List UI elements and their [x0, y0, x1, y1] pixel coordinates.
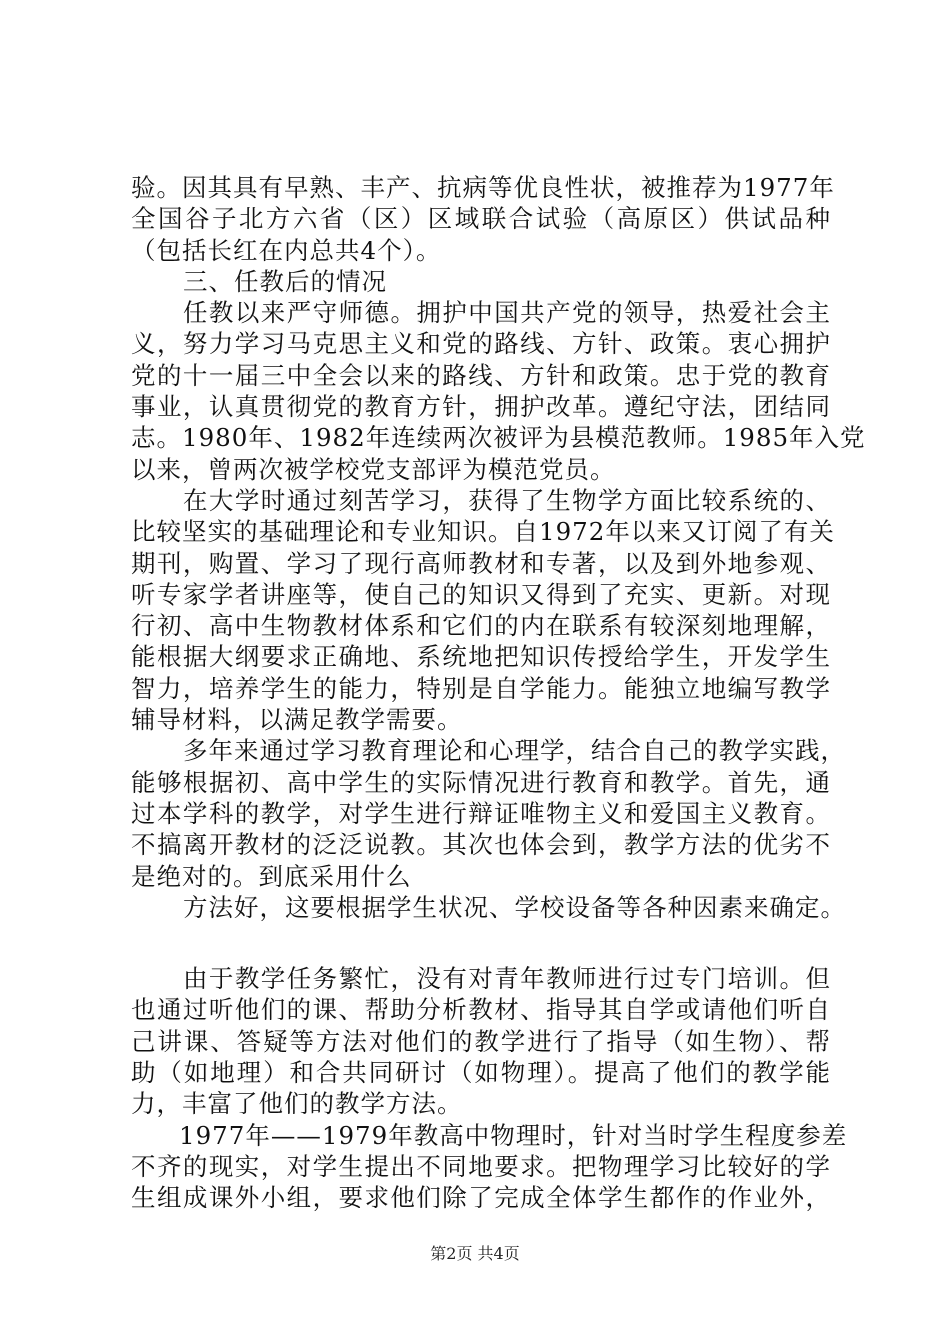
- page-number: 第2页 共4页: [430, 1244, 520, 1263]
- text-line: 事业，认真贯彻党的教育方针，拥护改革。遵纪守法，团结同: [131, 392, 831, 422]
- text-line: 行初、高中生物教材体系和它们的内在联系有较深刻地理解，: [131, 611, 831, 641]
- section-heading: 三、任教后的情况: [183, 266, 387, 296]
- text-line: 能够根据初、高中学生的实际情况进行教育和教学。首先，通: [131, 767, 831, 797]
- paragraph-gap: [131, 923, 831, 963]
- text-line: 辅导材料，以满足教学需要。: [131, 705, 463, 735]
- text-line: 也通过听他们的课、帮助分析教材、指导其自学或请他们听自: [131, 995, 831, 1025]
- text-line: 过本学科的教学，对学生进行辩证唯物主义和爱国主义教育。: [131, 798, 831, 828]
- text-line: 志。1980年、1982年连续两次被评为县模范教师。1985年入党: [131, 423, 866, 453]
- text-line: 不搞离开教材的泛泛说教。其次也体会到，教学方法的优劣不: [131, 830, 831, 860]
- text-line: 不齐的现实，对学生提出不同地要求。把物理学习比较好的学: [131, 1151, 831, 1181]
- text-line: 生组成课外小组，要求他们除了完成全体学生都作的作业外，: [131, 1183, 831, 1213]
- text-line: 验。因其具有早熟、丰产、抗病等优良性状，被推荐为1977年: [131, 173, 835, 202]
- text-line: 比较坚实的基础理论和专业知识。自1972年以来又订阅了有关: [131, 517, 835, 547]
- text-line: 任教以来严守师德。拥护中国共产党的领导，热爱社会主: [183, 298, 831, 328]
- document-body: [131, 172, 866, 1214]
- text-line: 智力，培养学生的能力，特别是自学能力。能独立地编写教学: [131, 673, 831, 703]
- text-line: 义，努力学习马克思主义和党的路线、方针、政策。衷心拥护: [131, 329, 831, 359]
- text-line: 能根据大纲要求正确地、系统地把知识传授给学生，开发学生: [131, 642, 831, 672]
- text-line: 助（如地理）和合共同研讨（如物理）。提高了他们的教学能: [131, 1058, 831, 1088]
- text-line: 以来，曾两次被学校党支部评为模范党员。: [131, 454, 616, 484]
- text-line: 多年来通过学习教育理论和心理学，结合自己的教学实践，: [183, 736, 846, 766]
- text-line: 方法好，这要根据学生状况、学校设备等各种因素来确定。: [183, 892, 846, 922]
- text-line: 己讲课、答疑等方法对他们的教学进行了指导（如生物）、帮: [131, 1026, 831, 1056]
- text-line: 1977年——1979年教高中物理时，针对当时学生程度参差: [179, 1120, 848, 1150]
- text-line: 在大学时通过刻苦学习，获得了生物学方面比较系统的、: [183, 485, 831, 515]
- text-line: 党的十一届三中全会以来的路线、方针和政策。忠于党的教育: [131, 360, 831, 390]
- text-line: 全国谷子北方六省（区）区域联合试验（高原区）供试品种: [131, 204, 831, 234]
- text-line: 由于教学任务繁忙，没有对青年教师进行过专门培训。但: [183, 964, 831, 994]
- text-line: 力，丰富了他们的教学方法。: [131, 1089, 463, 1119]
- text-line: （包括长红在内总共4个）。: [131, 235, 442, 265]
- text-line: 是绝对的。到底采用什么: [131, 861, 412, 891]
- text-line: 期刊，购置、学习了现行高师教材和专著，以及到外地参观、: [131, 548, 831, 578]
- text-line: 听专家学者讲座等，使自己的知识又得到了充实、更新。对现: [131, 579, 831, 609]
